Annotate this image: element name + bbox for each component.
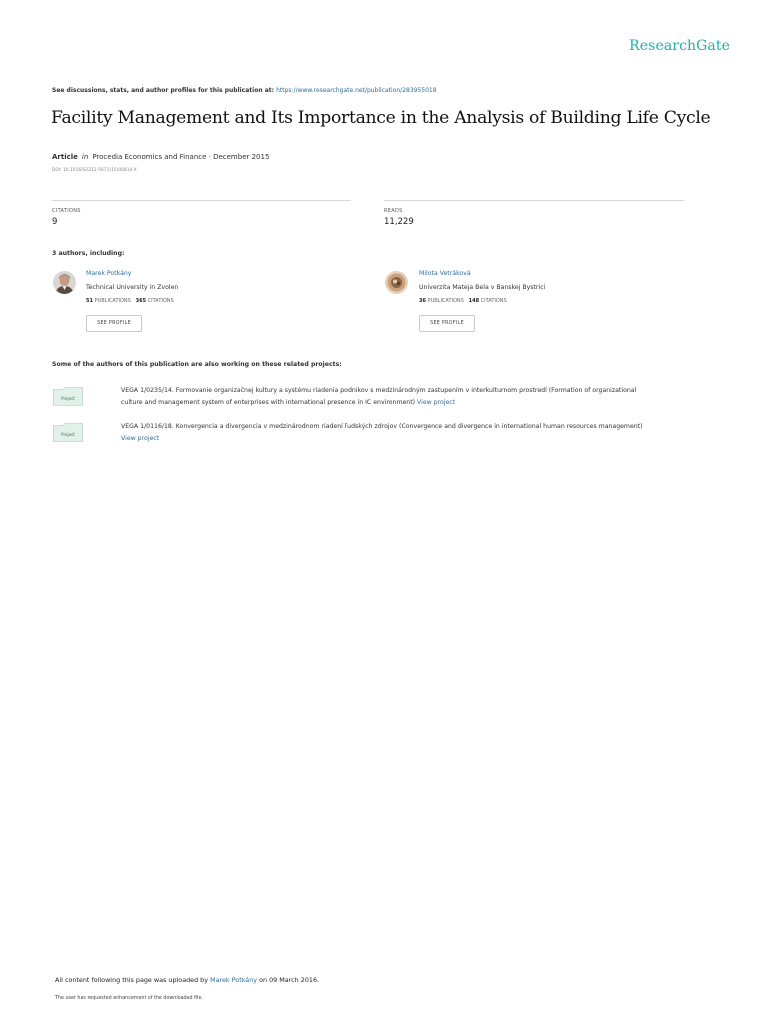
author-citations-label: CITATIONS [480, 298, 507, 304]
upload-prefix: All content following this page was uploaded by [55, 976, 209, 984]
author-avatar[interactable] [385, 271, 408, 294]
view-project-link[interactable]: View project [121, 435, 160, 442]
author-publications-label: PUBLICATIONS [94, 298, 131, 304]
publication-url-link[interactable]: https://www.researchgate.net/publication/283955018 [276, 87, 437, 94]
journal-date: Procedia Economics and Finance · December 2015 [92, 153, 270, 161]
author-publications-count: 36 [419, 298, 426, 304]
see-profile-button[interactable]: SEE PROFILE [86, 315, 142, 332]
in-word: in [81, 153, 89, 161]
publication-type: Article [52, 153, 78, 161]
publication-doi: DOI: 10.1016/S2212-5671(15)00814-X [52, 168, 137, 173]
author-citations-label: CITATIONS [147, 298, 174, 304]
citations-value: 9 [52, 217, 58, 227]
author-photo-icon [53, 271, 76, 294]
project-description-cont [121, 399, 455, 406]
citations-label: CITATIONS [52, 208, 81, 214]
view-project-link[interactable]: View project [417, 399, 456, 406]
authors-heading: 3 authors, including: [52, 250, 125, 257]
project-icon[interactable] [53, 423, 83, 442]
uploader-link[interactable]: Marek Potkány [210, 976, 258, 984]
related-projects-heading: Some of the authors of this publication are also working on these related projects: [52, 361, 342, 368]
publication-title: Facility Management and Its Importance in the Analysis of Building Life Cycle [51, 108, 711, 128]
author-publications-count: 51 [86, 298, 93, 304]
project-icon-label: Project [61, 396, 75, 401]
project-description: VEGA 1/0235/14. Formovanie organizačnej kultury a systému riadenia podnikov s medzinárodným zastupením v interkulturnom prostredí (Formation of organizational [121, 387, 637, 394]
folder-icon [53, 387, 83, 406]
author-name-link[interactable]: Milota Vetráková [419, 270, 471, 277]
author-institution: Technical University in Zvolen [86, 284, 179, 291]
researchgate-logo[interactable]: ResearchGate [629, 38, 730, 54]
author-publications-label: PUBLICATIONS [427, 298, 464, 304]
project-icon-label: Project [61, 432, 75, 437]
upload-suffix: on 09 March 2016. [259, 976, 320, 984]
reads-divider [384, 200, 684, 201]
upload-note [55, 976, 319, 984]
author-avatar[interactable] [53, 271, 76, 294]
author-stats [86, 298, 174, 304]
see-discussions-line [52, 87, 437, 94]
see-profile-button[interactable]: SEE PROFILE [419, 315, 475, 332]
citations-divider [52, 200, 351, 201]
project-description: VEGA 1/0116/18. Konvergencia a divergencia v medzinárodnom riadení ľudských zdrojov (Convergence and divergence in international human resources management) [121, 423, 643, 430]
folder-icon [53, 423, 83, 442]
publication-meta [52, 153, 269, 161]
author-name-link[interactable]: Marek Potkány [86, 270, 132, 277]
see-discussions-text: See discussions, stats, and author profiles for this publication at: [52, 87, 275, 94]
project-description-line2: culture and management system of enterprises with international presence in IC environment) [121, 399, 416, 406]
download-note: The user has requested enhancement of the downloaded file. [55, 996, 203, 1001]
reads-label: READS [384, 208, 403, 214]
author-institution: Univerzita Mateja Bela v Banskej Bystrici [419, 284, 546, 291]
author-photo-icon [385, 271, 408, 294]
project-icon[interactable] [53, 387, 83, 406]
author-citations-count: 365 [135, 298, 147, 304]
author-citations-count: 148 [468, 298, 480, 304]
project-description-cont [121, 435, 159, 442]
author-stats [419, 298, 507, 304]
reads-value: 11,229 [384, 217, 414, 227]
